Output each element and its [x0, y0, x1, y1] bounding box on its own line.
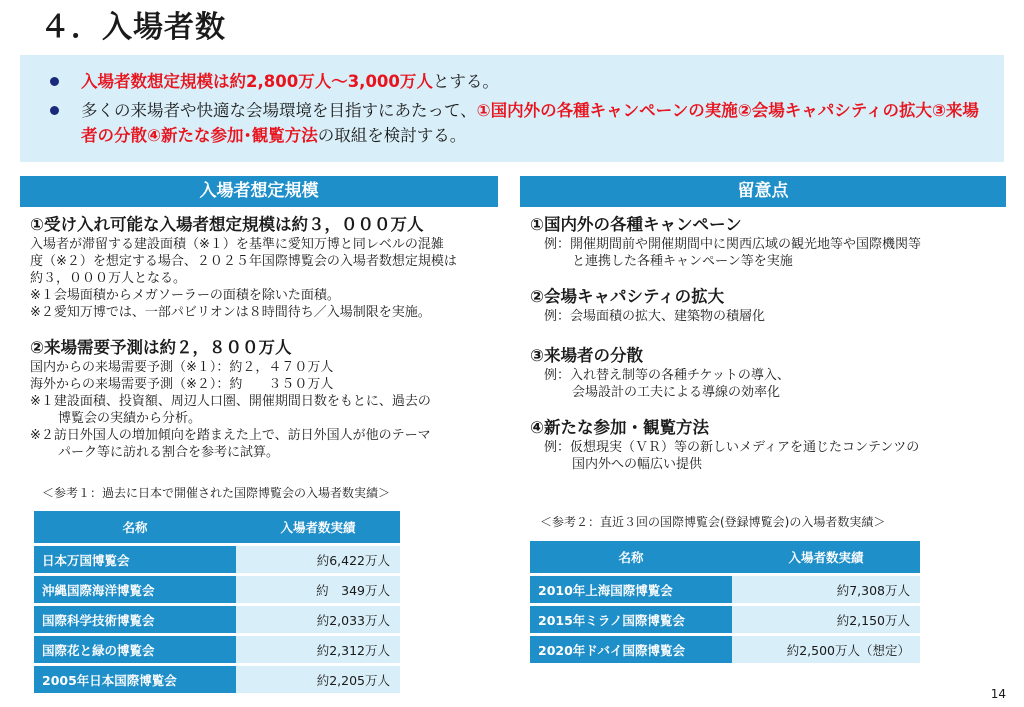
section-1-line: 度（※２）を想定する場合、２０２５年国際博覧会の入場者数想定規模は: [30, 254, 457, 269]
table-header-value: 入場者数実績: [732, 541, 920, 573]
right-column: [530, 214, 1010, 473]
section-2-line: ※２訪日外国人の増加傾向を踏まえた上で、訪日外国人が他のテーマ: [30, 428, 431, 443]
page-title: ４．入場者数: [40, 10, 226, 45]
item-2-title: ②会場キャパシティの拡大: [530, 287, 725, 306]
table-header-value: 入場者数実績: [236, 511, 400, 543]
reference-1-table: [34, 508, 400, 696]
section-2-line: 海外からの来場需要予測（※２）：約 ３５０万人: [30, 377, 334, 392]
summary-text: とする。: [432, 72, 499, 91]
table-row: 2015年ミラノ国際博覧会 約2,150万人: [530, 606, 920, 633]
reference-2-caption: ＜参考２：直近３回の国際博覧会(登録博覧会)の入場者数実績＞: [540, 515, 886, 529]
item-4-line: 国内外への幅広い提供: [572, 457, 703, 472]
item-3-line: 会場設計の工夫による導線の効率化: [572, 385, 781, 400]
section-2-line: 博覧会の実績から分析。: [58, 411, 202, 426]
table-row: 2010年上海国際博覧会 約7,308万人: [530, 576, 920, 603]
item-3-title: ③来場者の分散: [530, 346, 643, 365]
bullet-dot: [50, 106, 59, 115]
table-row: 国際花と緑の博覧会 約2,312万人: [34, 636, 400, 663]
item-2-line: 例：会場面積の拡大、建築物の積層化: [544, 309, 766, 324]
table-row: 2005年日本国際博覧会 約2,205万人: [34, 666, 400, 693]
section-1-line: ※１会場面積からメガソーラーの面積を除いた面積。: [30, 288, 340, 303]
section-1-line: 入場者が滞留する建設面積（※１）を基準に愛知万博と同レベルの混雑: [30, 237, 444, 252]
right-section-header: 留意点: [520, 176, 1006, 207]
section-1-line: 約３，０００万人となる。: [30, 271, 187, 286]
left-column: [30, 214, 500, 461]
section-1-line: ※２愛知万博では、一部パビリオンは８時間待ち／入場制限を実施。: [30, 305, 431, 320]
item-3-line: 例：入れ替え制等の各種チケットの導入、: [544, 368, 790, 383]
reference-1-caption: ＜参考１：過去に日本で開催された国際博覧会の入場者数実績＞: [42, 486, 391, 500]
bullet-dot: [50, 77, 59, 86]
item-1-line: 例：開催期間前や開催期間中に関西広域の観光地等や国際機関等: [544, 237, 922, 252]
item-4-title: ④新たな参加・観覧方法: [530, 418, 709, 437]
summary-text: 多くの来場者や快適な会場環境を目指すにあたって、: [81, 101, 477, 120]
summary-box: [20, 55, 1004, 162]
reference-2-table: [530, 538, 920, 666]
table-row: 国際科学技術博覧会 約2,033万人: [34, 606, 400, 633]
summary-highlight: 入場者数想定規模は約2,800万人～3,000万人: [81, 72, 433, 91]
item-1-line: と連携した各種キャンペーン等を実施: [572, 254, 793, 269]
table-row: 沖縄国際海洋博覧会 約 349万人: [34, 576, 400, 603]
table-row: 日本万国博覧会 約6,422万人: [34, 546, 400, 573]
summary-text: の取組を検討する。: [317, 126, 467, 145]
table-row: 2020年ドバイ国際博覧会 約2,500万人（想定）: [530, 636, 920, 663]
section-2-title: ②来場需要予測は約２，８００万人: [30, 338, 292, 357]
item-1-title: ①国内外の各種キャンペーン: [530, 215, 742, 234]
section-2-line: ※１建設面積、投資額、周辺人口圏、開催期間日数をもとに、過去の: [30, 394, 431, 409]
left-section-header: 入場者想定規模: [20, 176, 498, 207]
summary-bullet-2: [50, 98, 984, 148]
summary-bullet-1: [50, 69, 984, 94]
table-header-name: 名称: [34, 511, 236, 543]
item-4-line: 例：仮想現実（ＶＲ）等の新しいメディアを通じたコンテンツの: [544, 440, 920, 455]
section-2-line: パーク等に訪れる割合を参考に試算。: [58, 445, 280, 460]
section-2-line: 国内からの来場需要予測（※１）：約２，４７０万人: [30, 360, 334, 375]
table-header-name: 名称: [530, 541, 732, 573]
section-1-title: ①受け入れ可能な入場者想定規模は約３，０００万人: [30, 215, 424, 234]
summary-highlight: ①国内外の各種キャンペーンの実施②会場キャパシティの拡大③来場者の分散④新たな参加･観覧方法: [81, 101, 979, 145]
page-number: 14: [990, 687, 1006, 701]
